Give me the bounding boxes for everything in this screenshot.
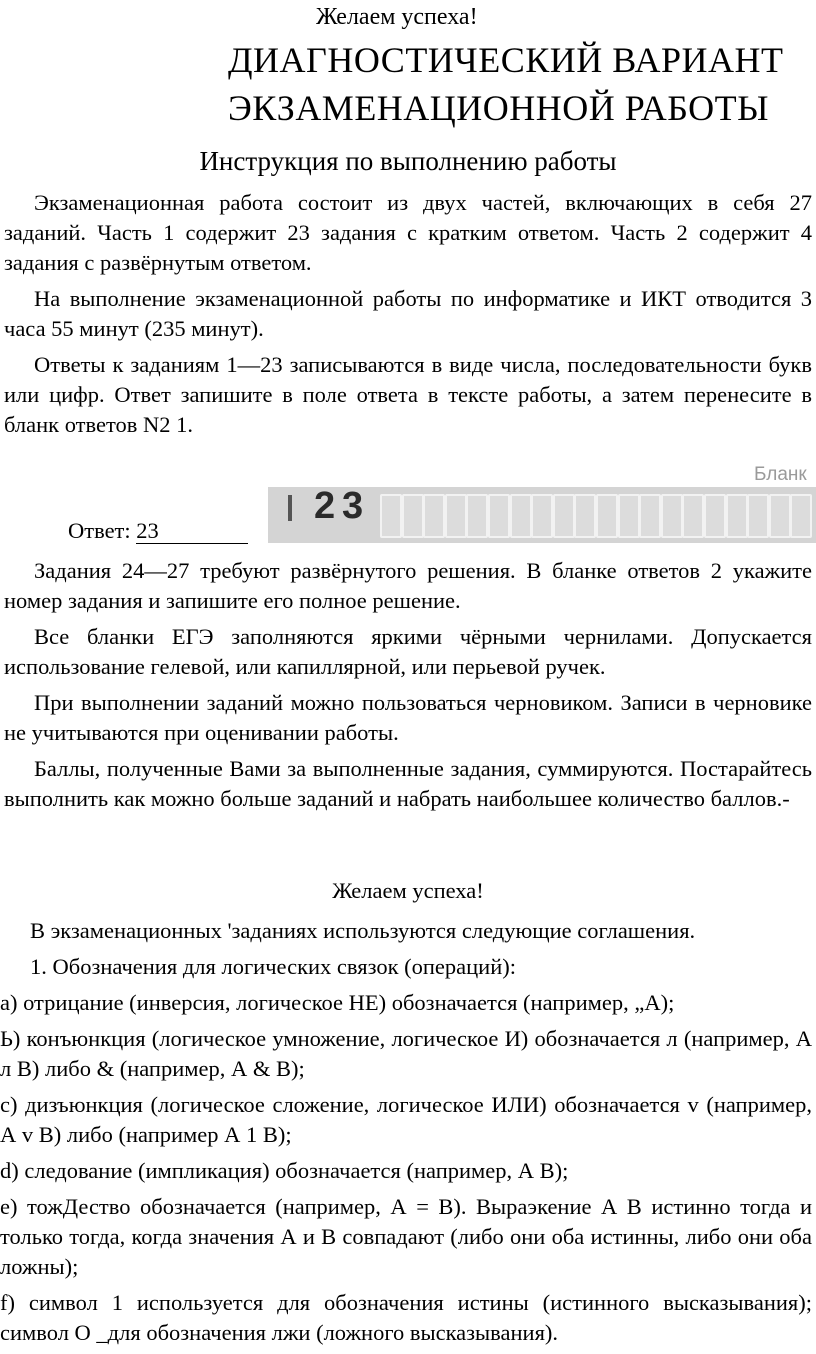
grid-empty-cell <box>726 494 748 538</box>
grid-empty-cell <box>445 494 467 538</box>
grid-empty-cell <box>790 494 812 538</box>
title-line-1: ДИАГНОСТИЧЕСКИЙ ВАРИАНТ <box>228 40 784 80</box>
grid-digit-1: 2 <box>314 485 336 527</box>
grid-empty-cell <box>596 494 618 538</box>
grid-empty-cell <box>402 494 424 538</box>
grid-index-mark <box>288 495 292 521</box>
answer-label: Ответ: <box>68 518 131 543</box>
grid-empty-cell <box>639 494 661 538</box>
conventions-d: d) следование (импликация) обозначается (например, А В); <box>0 1158 569 1183</box>
grid-empty-cell <box>661 494 683 538</box>
grid-empty-cell <box>682 494 704 538</box>
grid-empty-cell <box>488 494 510 538</box>
grid-empty-cell <box>380 494 402 538</box>
grid-empty-cell <box>531 494 553 538</box>
paragraph-4: Задания 24—27 требуют развёрнутого решения. В бланке ответов 2 укажите номер задания и запишите его полное решение. <box>4 558 812 613</box>
title-line-2: ЭКЗАМЕНАЦИОННОЙ РАБОТЫ <box>228 88 770 128</box>
grid-empty-cell <box>747 494 769 538</box>
conventions-b: Ь) конъюнкция (логическое умножение, логическое И) обозначается л (например, А л В) либо & (например, А & В); <box>0 1026 812 1081</box>
conventions-a: а) отрицание (инверсия, логическое НЕ) обозначается (например, „А); <box>0 990 675 1015</box>
grid-empty-cell <box>466 494 488 538</box>
paragraph-6: При выполнении заданий можно пользоваться черновиком. Записи в черновике не учитываются при оценивании работы. <box>4 690 812 745</box>
conventions-item-1: 1. Обозначения для логических связок (операций): <box>30 954 517 979</box>
instructions-heading: Инструкция по выполнению работы <box>199 146 617 176</box>
grid-digit-2: 3 <box>342 485 364 527</box>
document-title <box>228 36 783 132</box>
paragraph-7: Баллы, полученные Вами за выполненные задания, суммируются. Постарайтесь выполнить как можно больше заданий и набрать наибольшее количество баллов.- <box>4 756 812 811</box>
answer-example <box>68 518 248 544</box>
answer-value: 23 <box>136 519 248 544</box>
conventions-block <box>0 916 812 1354</box>
grid-empty-cell <box>423 494 445 538</box>
grid-empty-cell <box>769 494 791 538</box>
grid-empty-cell <box>704 494 726 538</box>
header-wish: Желаем успеха! <box>316 4 478 30</box>
paragraph-3: Ответы к заданиям 1—23 записываются в виде числа, последовательности букв или цифр. Ответ запишите в поле ответа в тексте работы, а затем перенесите в бланк ответов N2 1. <box>4 352 812 437</box>
grid-empty-cell <box>510 494 532 538</box>
instructions-block <box>4 188 812 446</box>
answer-grid-sample <box>268 487 816 543</box>
instructions-block-2 <box>4 556 812 820</box>
blank-label: Бланк <box>754 464 807 485</box>
conventions-e: е) тожДество обозначается (например, А = В). Выраэкение А В истинно тогда и только тогда, когда значения А и В совпадают (либо они оба истинны, либо они оба ложны); <box>0 1194 812 1279</box>
conventions-f: f) символ 1 используется для обозначения истины (истинного высказывания); символ О _для обозначения лжи (ложного высказывания). <box>0 1290 812 1345</box>
grid-empty-cell <box>574 494 596 538</box>
paragraph-2: На выполнение экзаменационной работы по информатике и ИКТ отводится 3 часа 55 минут (235 минут). <box>4 286 812 341</box>
grid-empty-cell <box>553 494 575 538</box>
closing-wish: Желаем успеха! <box>332 878 484 903</box>
paragraph-1: Экзаменационная работа состоит из двух частей, включающих в себя 27 заданий. Часть 1 содержит 23 задания с кратким ответом. Часть 2 содержит 4 задания с развёрнутым ответом. <box>4 190 812 275</box>
conventions-intro: В экзаменационных 'заданиях используются следующие соглашения. <box>30 918 696 943</box>
grid-empty-cell <box>618 494 640 538</box>
conventions-c: с) дизъюнкция (логическое сложение, логическое ИЛИ) обозначается v (например, А v В) либо (например А 1 В); <box>0 1092 812 1147</box>
paragraph-5: Все бланки ЕГЭ заполняются яркими чёрными чернилами. Допускается использование гелевой, или капиллярной, или перьевой ручек. <box>4 624 812 679</box>
